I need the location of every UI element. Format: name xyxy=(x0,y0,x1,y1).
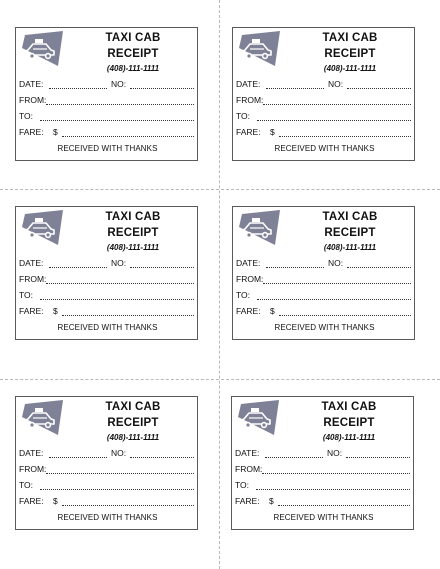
fare-field[interactable] xyxy=(62,505,194,506)
receipt-number-field[interactable] xyxy=(347,88,411,89)
from-label: FROM: xyxy=(235,464,263,474)
from-label: FROM: xyxy=(236,274,264,284)
currency-symbol: $ xyxy=(53,127,58,137)
phone-number: (408)-111-1111 xyxy=(323,64,377,73)
taxi-cab-icon xyxy=(19,209,69,245)
taxi-cab-icon xyxy=(236,209,286,245)
taxi-cab-icon xyxy=(19,399,69,435)
taxi-cab-icon xyxy=(236,30,286,66)
to-field[interactable] xyxy=(40,299,194,300)
to-label: TO: xyxy=(19,290,34,300)
receipt-title: TAXI CAB xyxy=(322,32,378,44)
date-label: DATE: xyxy=(236,79,261,89)
date-field[interactable] xyxy=(49,88,107,89)
taxi-receipt xyxy=(15,396,198,530)
date-field[interactable] xyxy=(266,267,324,268)
receipt-footer: RECEIVED WITH THANKS xyxy=(57,323,158,332)
receipt-number-field[interactable] xyxy=(130,88,194,89)
taxi-receipt xyxy=(232,27,415,161)
from-field[interactable] xyxy=(262,473,410,474)
phone-number: (408)-111-1111 xyxy=(106,64,160,73)
to-label: TO: xyxy=(19,480,34,490)
horizontal-cut-line xyxy=(0,189,440,190)
fare-label: FARE: xyxy=(235,496,260,506)
receipt-number-label: NO: xyxy=(111,448,127,458)
to-field[interactable] xyxy=(257,120,411,121)
fare-field[interactable] xyxy=(278,505,410,506)
receipt-footer: RECEIVED WITH THANKS xyxy=(57,144,158,153)
vertical-cut-line xyxy=(219,0,220,569)
from-label: FROM: xyxy=(19,95,47,105)
fare-label: FARE: xyxy=(19,127,44,137)
receipt-subtitle: RECEIPT xyxy=(324,48,376,60)
to-label: TO: xyxy=(235,480,250,490)
receipt-title: TAXI CAB xyxy=(105,32,161,44)
horizontal-cut-line xyxy=(0,379,440,380)
to-field[interactable] xyxy=(40,489,194,490)
receipt-number-field[interactable] xyxy=(130,267,194,268)
date-field[interactable] xyxy=(266,88,324,89)
receipt-number-field[interactable] xyxy=(347,267,411,268)
receipt-subtitle: RECEIPT xyxy=(107,48,159,60)
currency-symbol: $ xyxy=(269,496,274,506)
fare-label: FARE: xyxy=(236,306,261,316)
taxi-receipt xyxy=(232,206,415,340)
receipt-title: TAXI CAB xyxy=(105,401,161,413)
receipt-number-label: NO: xyxy=(111,258,127,268)
from-label: FROM: xyxy=(19,274,47,284)
fare-field[interactable] xyxy=(279,136,411,137)
phone-number: (408)-111-1111 xyxy=(106,433,160,442)
fare-label: FARE: xyxy=(19,496,44,506)
receipt-number-label: NO: xyxy=(328,258,344,268)
fare-label: FARE: xyxy=(19,306,44,316)
to-field[interactable] xyxy=(256,489,410,490)
to-label: TO: xyxy=(236,290,251,300)
fare-field[interactable] xyxy=(279,315,411,316)
to-field[interactable] xyxy=(257,299,411,300)
from-field[interactable] xyxy=(263,283,411,284)
taxi-cab-icon xyxy=(235,399,285,435)
fare-field[interactable] xyxy=(62,136,194,137)
from-label: FROM: xyxy=(19,464,47,474)
to-label: TO: xyxy=(236,111,251,121)
date-label: DATE: xyxy=(19,258,44,268)
fare-field[interactable] xyxy=(62,315,194,316)
currency-symbol: $ xyxy=(270,127,275,137)
receipt-number-field[interactable] xyxy=(346,457,410,458)
from-field[interactable] xyxy=(46,104,194,105)
currency-symbol: $ xyxy=(53,496,58,506)
date-label: DATE: xyxy=(235,448,260,458)
date-label: DATE: xyxy=(19,79,44,89)
receipt-number-field[interactable] xyxy=(130,457,194,458)
date-field[interactable] xyxy=(265,457,323,458)
fare-label: FARE: xyxy=(236,127,261,137)
phone-number: (408)-111-1111 xyxy=(106,243,160,252)
to-label: TO: xyxy=(19,111,34,121)
taxi-receipt xyxy=(15,206,198,340)
from-label: FROM: xyxy=(236,95,264,105)
receipt-footer: RECEIVED WITH THANKS xyxy=(274,323,375,332)
receipt-number-label: NO: xyxy=(111,79,127,89)
receipt-title: TAXI CAB xyxy=(105,211,161,223)
receipt-title: TAXI CAB xyxy=(321,401,377,413)
from-field[interactable] xyxy=(263,104,411,105)
receipt-title: TAXI CAB xyxy=(322,211,378,223)
date-label: DATE: xyxy=(19,448,44,458)
to-field[interactable] xyxy=(40,120,194,121)
receipt-number-label: NO: xyxy=(327,448,343,458)
receipt-number-label: NO: xyxy=(328,79,344,89)
date-field[interactable] xyxy=(49,267,107,268)
receipt-footer: RECEIVED WITH THANKS xyxy=(57,513,158,522)
receipt-footer: RECEIVED WITH THANKS xyxy=(274,144,375,153)
date-label: DATE: xyxy=(236,258,261,268)
from-field[interactable] xyxy=(46,473,194,474)
from-field[interactable] xyxy=(46,283,194,284)
currency-symbol: $ xyxy=(270,306,275,316)
taxi-cab-icon xyxy=(19,30,69,66)
phone-number: (408)-111-1111 xyxy=(322,433,376,442)
receipt-subtitle: RECEIPT xyxy=(107,227,159,239)
taxi-receipt xyxy=(231,396,414,530)
taxi-receipt xyxy=(15,27,198,161)
receipt-subtitle: RECEIPT xyxy=(324,227,376,239)
receipt-subtitle: RECEIPT xyxy=(107,417,159,429)
currency-symbol: $ xyxy=(53,306,58,316)
phone-number: (408)-111-1111 xyxy=(323,243,377,252)
date-field[interactable] xyxy=(49,457,107,458)
receipt-footer: RECEIVED WITH THANKS xyxy=(273,513,374,522)
receipt-subtitle: RECEIPT xyxy=(323,417,375,429)
